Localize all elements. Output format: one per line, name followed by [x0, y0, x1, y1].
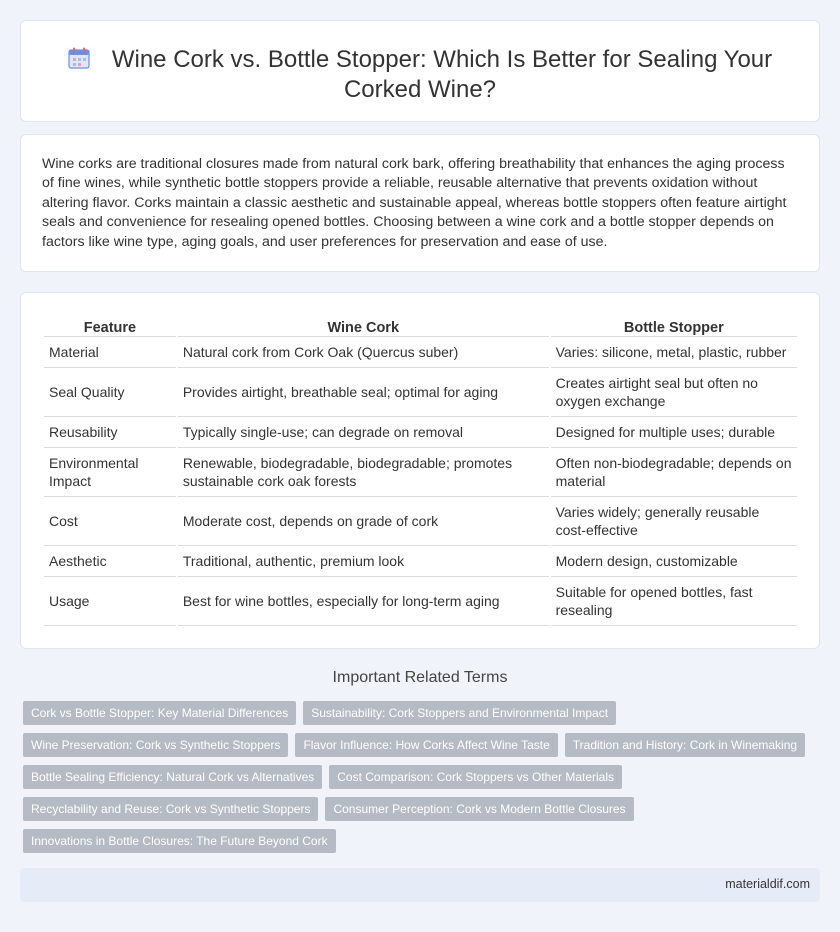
intro-card [20, 134, 820, 272]
cell-feature: Usage [44, 577, 176, 626]
table-row [44, 497, 797, 546]
comparison-card [20, 292, 820, 649]
intro-paragraph: Wine corks are traditional closures made from natural cork bark, offering breathability that enhances the aging process of fine wines, while synthetic bottle stoppers provide a reliable, reusable alternative that prevents oxidation without altering flavor. Corks maintain a classic aesthetic and sustainable appeal, whereas bottle stoppers often feature airtight seals and convenience for resealing opened bottles. Choosing between a wine cork and a bottle stopper depends on factors like wine type, aging goals, and user preferences for preservation and ease of use. [42, 156, 787, 250]
table-row [44, 368, 797, 417]
related-term-tag[interactable]: Consumer Perception: Cork vs Modern Bottle Closures [325, 797, 633, 821]
cell-feature: Aesthetic [44, 546, 176, 577]
related-term-tag[interactable]: Sustainability: Cork Stoppers and Environmental Impact [303, 701, 616, 725]
related-term-tag[interactable]: Innovations in Bottle Closures: The Future Beyond Cork [23, 829, 336, 853]
cell-feature: Reusability [44, 417, 176, 448]
cell-bottle-stopper: Creates airtight seal but often no oxygen exchange [551, 368, 797, 417]
cell-wine-cork: Best for wine bottles, especially for long-term aging [178, 577, 549, 626]
cell-feature: Environmental Impact [44, 448, 176, 497]
related-term-tag[interactable]: Cork vs Bottle Stopper: Key Material Differences [23, 701, 296, 725]
cell-wine-cork: Natural cork from Cork Oak (Quercus suber) [178, 337, 549, 368]
cell-wine-cork: Traditional, authentic, premium look [178, 546, 549, 577]
cell-wine-cork: Moderate cost, depends on grade of cork [178, 497, 549, 546]
cell-bottle-stopper: Designed for multiple uses; durable [551, 417, 797, 448]
cell-feature: Material [44, 337, 176, 368]
related-terms-list [23, 701, 823, 861]
cell-bottle-stopper: Varies widely; generally reusable cost-effective [551, 497, 797, 546]
cell-bottle-stopper: Suitable for opened bottles, fast resealing [551, 577, 797, 626]
cell-bottle-stopper: Often non-biodegradable; depends on material [551, 448, 797, 497]
cell-bottle-stopper: Varies: silicone, metal, plastic, rubber [551, 337, 797, 368]
page-title [61, 45, 779, 105]
header-wine-cork: Wine Cork [178, 315, 549, 337]
related-term-tag[interactable]: Flavor Influence: How Corks Affect Wine Taste [295, 733, 557, 757]
title-line-2: Corked Wine? [343, 76, 497, 103]
table-header-row [44, 315, 797, 337]
related-term-tag[interactable]: Wine Preservation: Cork vs Synthetic Stoppers [23, 733, 288, 757]
cell-feature: Cost [44, 497, 176, 546]
cell-bottle-stopper: Modern design, customizable [551, 546, 797, 577]
header-bottle-stopper: Bottle Stopper [551, 315, 797, 337]
related-term-tag[interactable]: Bottle Sealing Efficiency: Natural Cork vs Alternatives [23, 765, 322, 789]
cell-feature: Seal Quality [44, 368, 176, 417]
related-term-tag[interactable]: Recyclability and Reuse: Cork vs Synthetic Stoppers [23, 797, 318, 821]
table-row [44, 577, 797, 626]
related-term-tag[interactable]: Cost Comparison: Cork Stoppers vs Other Materials [329, 765, 622, 789]
table-row [44, 417, 797, 448]
footer [20, 868, 820, 902]
title-card [20, 20, 820, 122]
table-row [44, 546, 797, 577]
related-term-tag[interactable]: Tradition and History: Cork in Winemaking [565, 733, 805, 757]
table-row [44, 448, 797, 497]
table-row [44, 337, 797, 368]
header-feature: Feature [44, 315, 176, 337]
cell-wine-cork: Provides airtight, breathable seal; optimal for aging [178, 368, 549, 417]
comparison-table [42, 315, 799, 626]
related-terms-title: Important Related Terms [332, 669, 508, 686]
footer-site-link[interactable]: materialdif.com [725, 877, 810, 891]
calendar-icon [68, 47, 90, 69]
title-line-1: Wine Cork vs. Bottle Stopper: Which Is Better for Sealing Your [111, 46, 773, 73]
cell-wine-cork: Renewable, biodegradable, biodegradable; promotes sustainable cork oak forests [178, 448, 549, 497]
cell-wine-cork: Typically single-use; can degrade on removal [178, 417, 549, 448]
